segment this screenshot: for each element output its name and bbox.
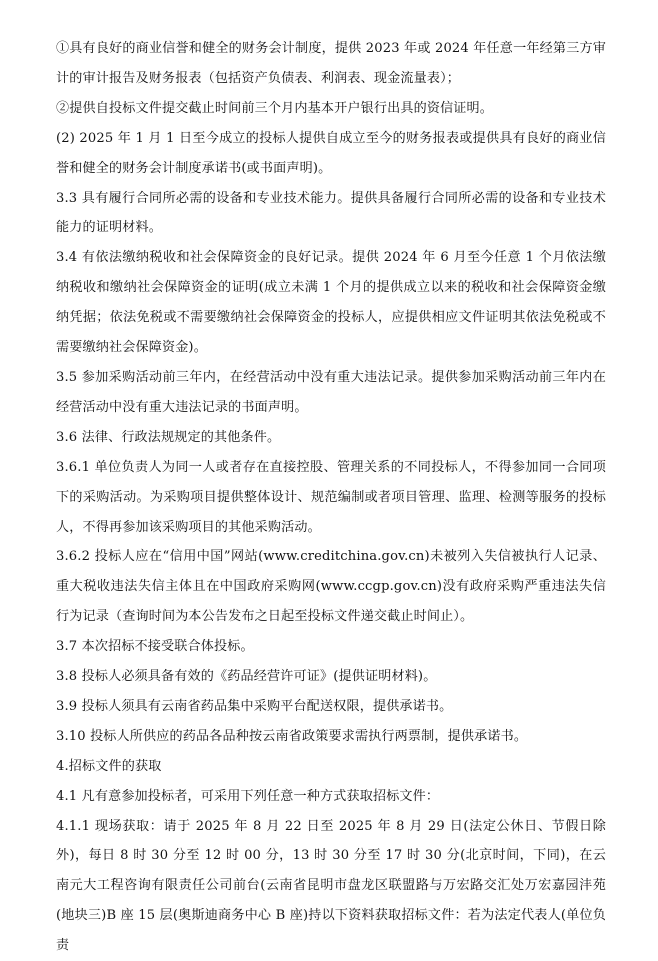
paragraph-3-5-no-violation: 3.5 参加采购活动前三年内，在经营活动中没有重大违法记录。提供参加采购活动前三年内在经营活动中没有重大违法记录的书面声明。 [56,369,606,415]
paragraph-3-10-two-invoice: 3.10 投标人所供应的药品各品种按云南省政策要求需执行两票制，提供承诺书。 [56,728,528,744]
paragraph-3-6-other-conditions: 3.6 法律、行政法规规定的其他条件。 [56,429,281,445]
paragraph-3-9-delivery-permission: 3.9 投标人须具有云南省药品集中采购平台配送权限，提供承诺书。 [56,698,453,714]
paragraph-new-bidder-financial: (2) 2025 年 1 月 1 日至今成立的投标人提供自成立至今的财务报表或提供具有良好的商业信誉和健全的财务会计制度承诺书(或书面声明)。 [56,130,606,176]
paragraph-4-1-1-onsite: 4.1.1 现场获取：请于 2025 年 8 月 22 日至 2025 年 8 月 29 日(法定公休日、节假日除外)，每日 8 时 30 分至 12 时 00 分，13 时 30 分至 17 时 30 分(北京时间，下同)，在云南元大工程咨询有限责任公司前台(云南省昆明市盘龙区联盟路与万宏路交汇处万宏嘉园沣苑(地块三)B 座 15 层(奥斯迪商务中心 B 座)持以下资料获取招标文件：若为法定代表人(单位负责 [56,818,606,954]
paragraph-3-8-license: 3.8 投标人必须具备有效的《药品经营许可证》(提供证明材料)。 [56,669,437,685]
paragraph-3-6-1-affiliation: 3.6.1 单位负责人为同一人或者存在直接控股、管理关系的不同投标人，不得参加同一合同项下的采购活动。为采购项目提供整体设计、规范编制或者项目管理、监理、检测等服务的投标人，不得再参加该采购项目的其他采购活动。 [56,459,606,535]
paragraph-3-6-2-credit-check: 3.6.2 投标人应在“信用中国”网站(www.creditchina.gov.cn)未被列入失信被执行人记录、重大税收违法失信主体且在中国政府采购网(www.ccgp.gov.cn)没有政府采购严重违法失信行为记录（查询时间为本公告发布之日起至投标文件递交截止时间止）。 [56,549,606,625]
paragraph-3-4-tax-social-security: 3.4 有依法缴纳税收和社会保障资金的良好记录。提供 2024 年 6 月至今任意 1 个月依法缴纳税收和缴纳社会保障资金的证明(成立未满 1 个月的提供成立以来的税收和社会保障资金缴纳凭据；依法免税或不需要缴纳社会保障资金的投标人，应提供相应文件证明其依法免税或不需要缴纳社会保障资金)。 [56,250,606,356]
paragraph-3-3-equipment: 3.3 具有履行合同所必需的设备和专业技术能力。提供具备履行合同所必需的设备和专业技术能力的证明材料。 [56,190,606,236]
paragraph-4-1-methods: 4.1 凡有意参加投标者，可采用下列任意一种方式获取招标文件： [56,788,440,804]
paragraph-bank-credit: ②提供自投标文件提交截止时间前三个月内基本开户银行出具的资信证明。 [56,100,494,116]
section-heading-4-tender-documents: 4.招标文件的获取 [56,758,162,774]
paragraph-3-7-no-consortium: 3.7 本次招标不接受联合体投标。 [56,639,254,655]
paragraph-financial-audit: ①具有良好的商业信誉和健全的财务会计制度，提供 2023 年或 2024 年任意一年经第三方审计的审计报告及财务报表（包括资产负债表、利润表、现金流量表）； [56,41,606,86]
